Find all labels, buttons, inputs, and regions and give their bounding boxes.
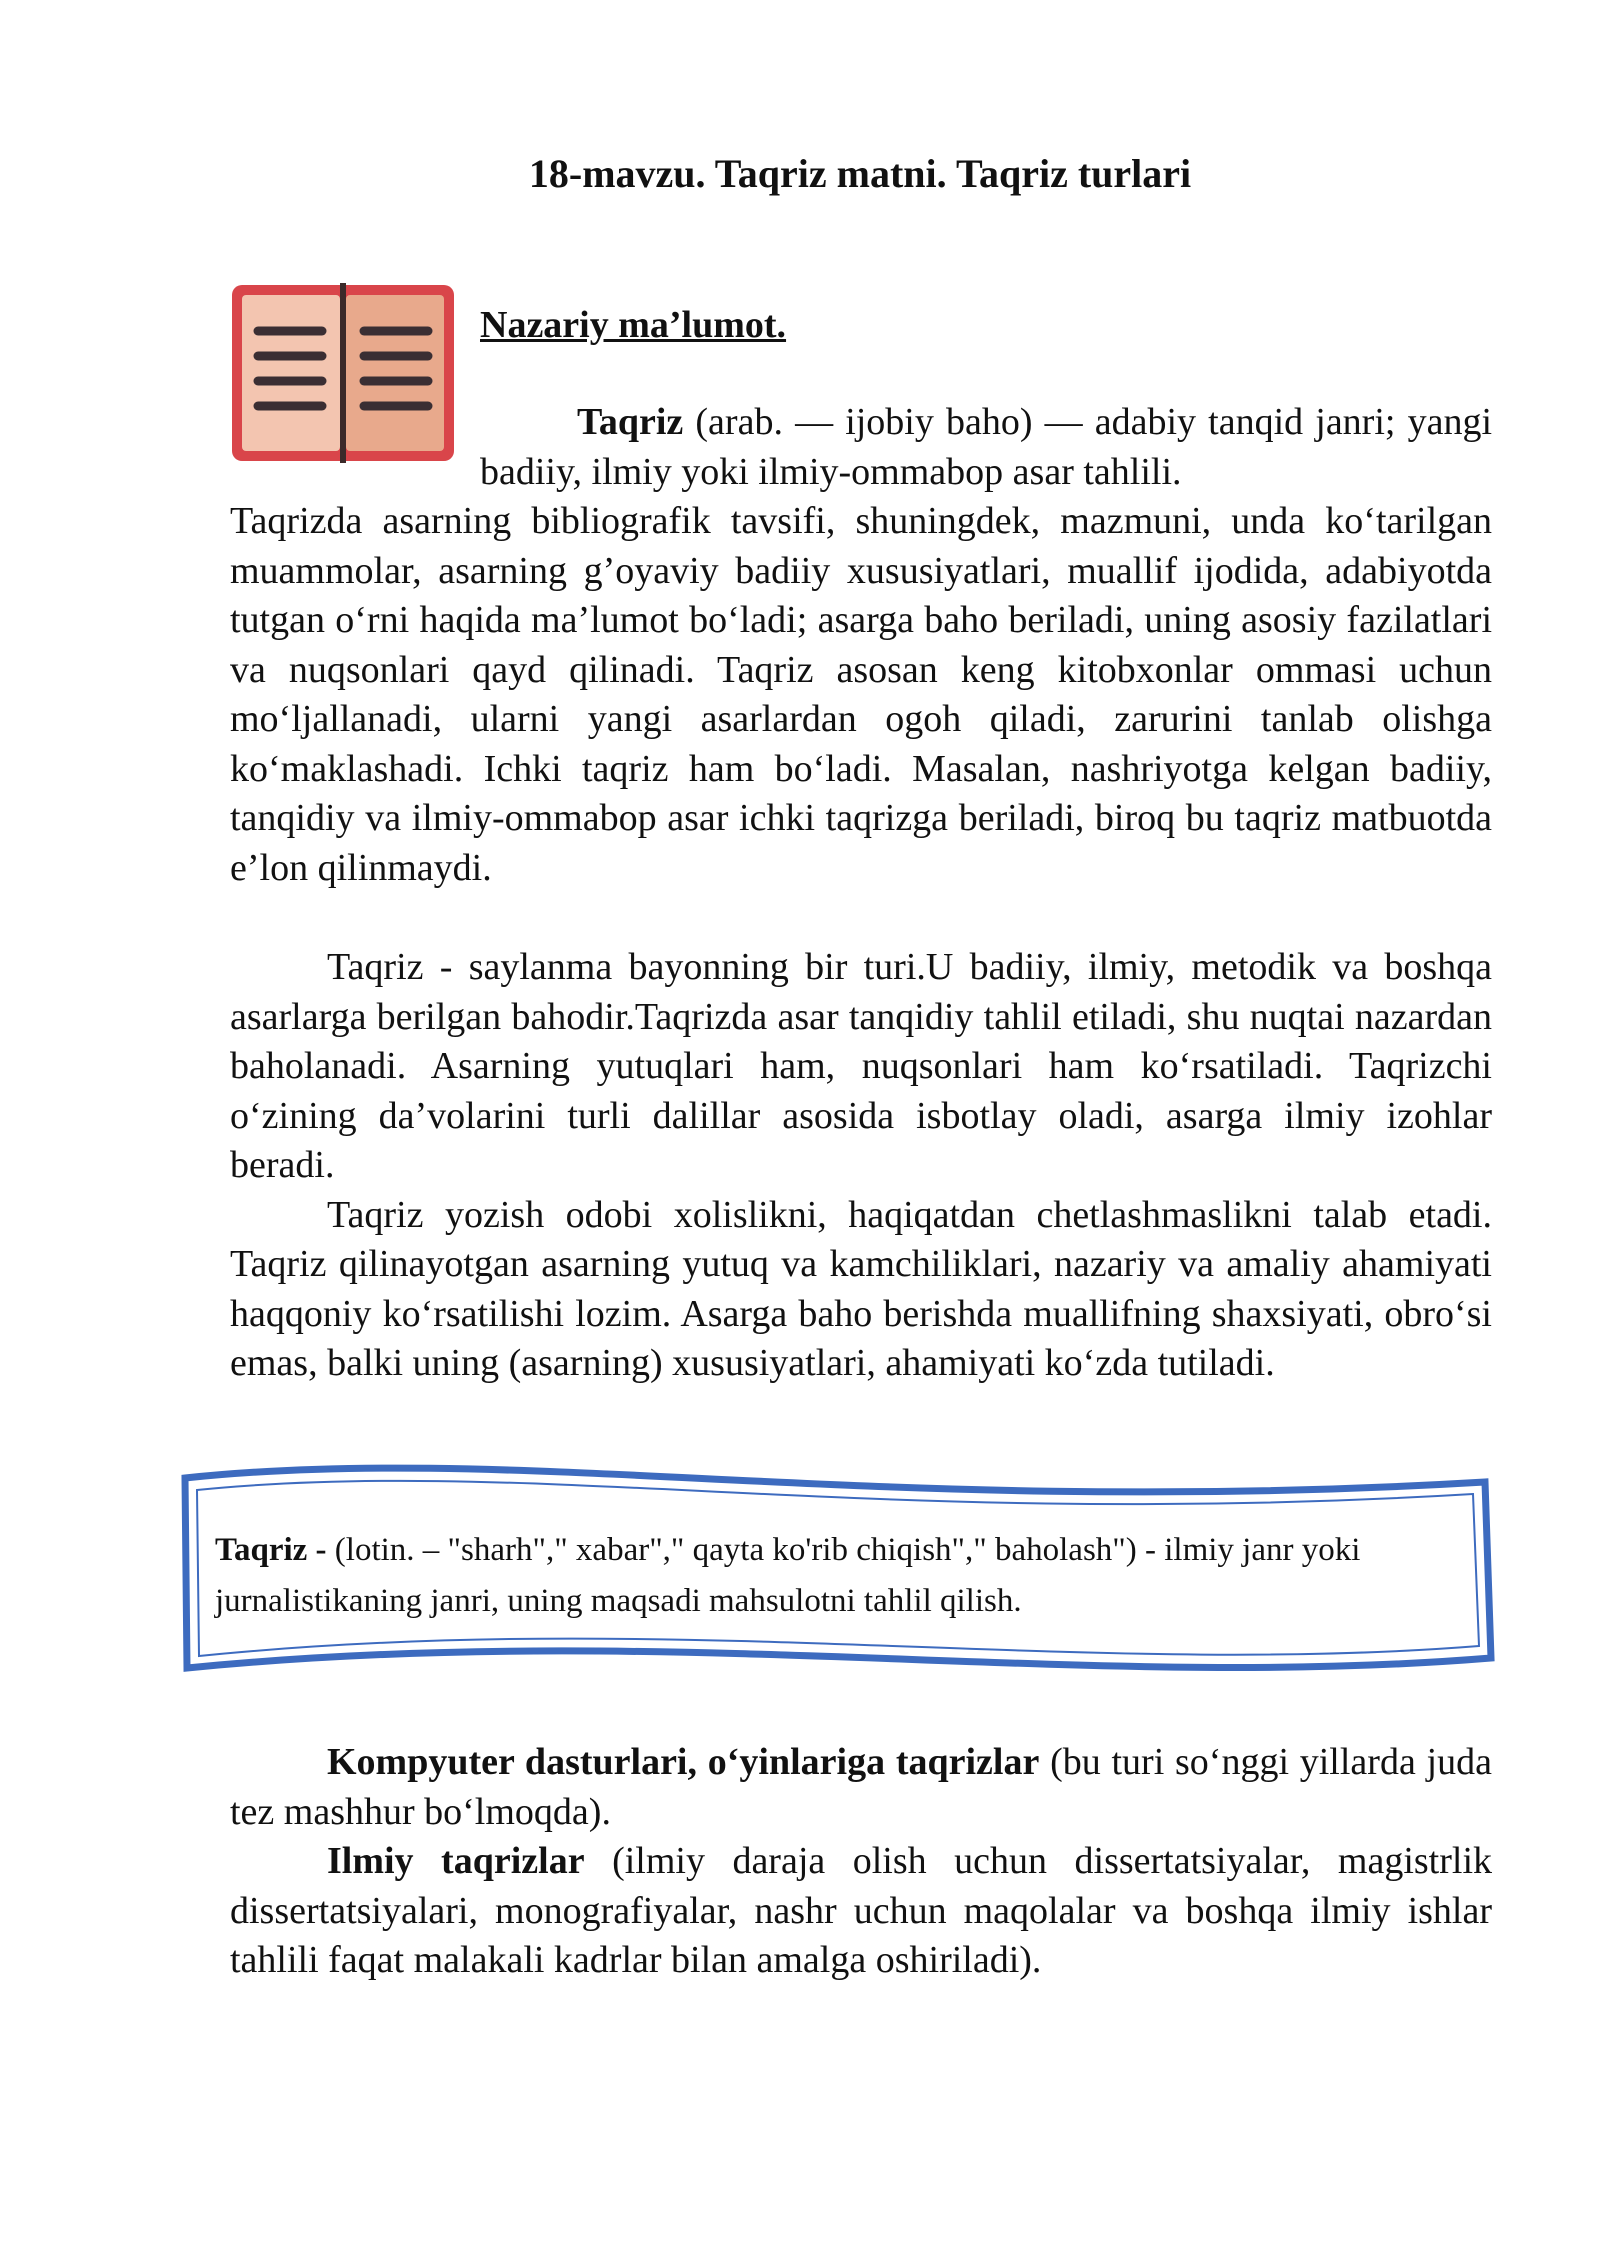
paragraph-3: Taqriz yozish odobi xolislikni, haqiqatdan chetlashmaslikni talab etadi. Taqriz qilinayotgan asarning yutuq va kamchiliklari, nazariy va amaliy ahamiyati haqqoniy ko‘rsatilishi lozim. Asarga baho berishda muallifning shaxsiyati, obro‘si emas, balki uning (asarning) xususiyatlari, ahamiyati ko‘zda tutiladi. — [230, 1193, 1492, 1384]
type-term: Ilmiy taqrizlar — [327, 1840, 585, 1882]
intro-first-line: (arab. — ijobiy baho) — adabiy tanqid janri; yangi badiiy, ilmiy yoki ilmiy-ommabop asar tahlili. — [480, 401, 1493, 493]
type-text: (bu turi so‘nggi yillarda juda tez mashhur bo‘lmoqda). — [230, 1741, 1492, 1833]
type-text: (ilmiy daraja olish uchun dissertatsiyalar, magistrlik dissertatsiyalari, monografiyalar, nashr uchun maqolalar va boshqa ilmiy ishlar tahlili faqat malakali kadrlar bilan amalga oshiriladi). — [230, 1840, 1493, 1981]
type-item — [230, 1738, 1492, 1837]
intro-rest: Taqrizda asarning bibliografik tavsifi, shuningdek, mazmuni, unda ko‘tarilgan muammolar, asarning g’oyaviy badiiy xususiyatlari, muallif ijodida, adabiyotda tutgan o‘rni haqida ma’lumot bo‘ladi; asarga baho beriladi, uning asosiy fazilatlari va nuqsonlari qayd qilinadi. Taqriz asosan keng kitobxonlar ommasi uchun mo‘ljallanadi, ularni yangi asarlardan ogoh qiladi, zarurini tanlab olishga ko‘maklashadi. Ichki taqriz ham bo‘ladi. Masalan, nashriyotga kelgan badiiy, tanqidiy va ilmiy-ommabop asar ichki taqrizga beriladi, biroq bu taqriz matbuotda e’lon qilinmaydi. — [230, 500, 1492, 889]
page-title: 18-mavzu. Taqriz matni. Taqriz turlari — [528, 151, 1192, 196]
type-item — [230, 1837, 1492, 1986]
banner-definition — [215, 1525, 1395, 1627]
section-heading: Nazariy ma’lumot. — [480, 304, 787, 346]
type-term: Kompyuter dasturlari, o‘yinlariga taqrizlar — [327, 1741, 1040, 1783]
body-paragraphs — [230, 943, 1492, 1389]
intro-term: Taqriz — [577, 401, 684, 443]
banner-text: (lotin. – "sharh"," xabar"," qayta ko'rib chiqish"," baholash") - ilmiy janr yoki jurnalistikaning janri, uning maqsadi mahsulotni tahlil qilish. — [215, 1532, 1361, 1619]
paragraph-2: Taqriz - saylanma bayonning bir turi.U badiiy, ilmiy, metodik va boshqa asarlarga berilgan bahodir.Taqrizda asar tanqidiy tahlil etiladi, shu nuqtai nazardan baholanadi. Asarning yutuqlari ham, nuqsonlari ham ko‘rsatiladi. Taqrizchi o‘zining da’volarini turli dalillar asosida isbotlay oladi, asarga ilmiy izohlar beradi. — [230, 946, 1492, 1186]
banner-term: Taqriz - — [215, 1532, 327, 1568]
intro-paragraph — [230, 398, 1492, 893]
types-list — [230, 1738, 1492, 1986]
